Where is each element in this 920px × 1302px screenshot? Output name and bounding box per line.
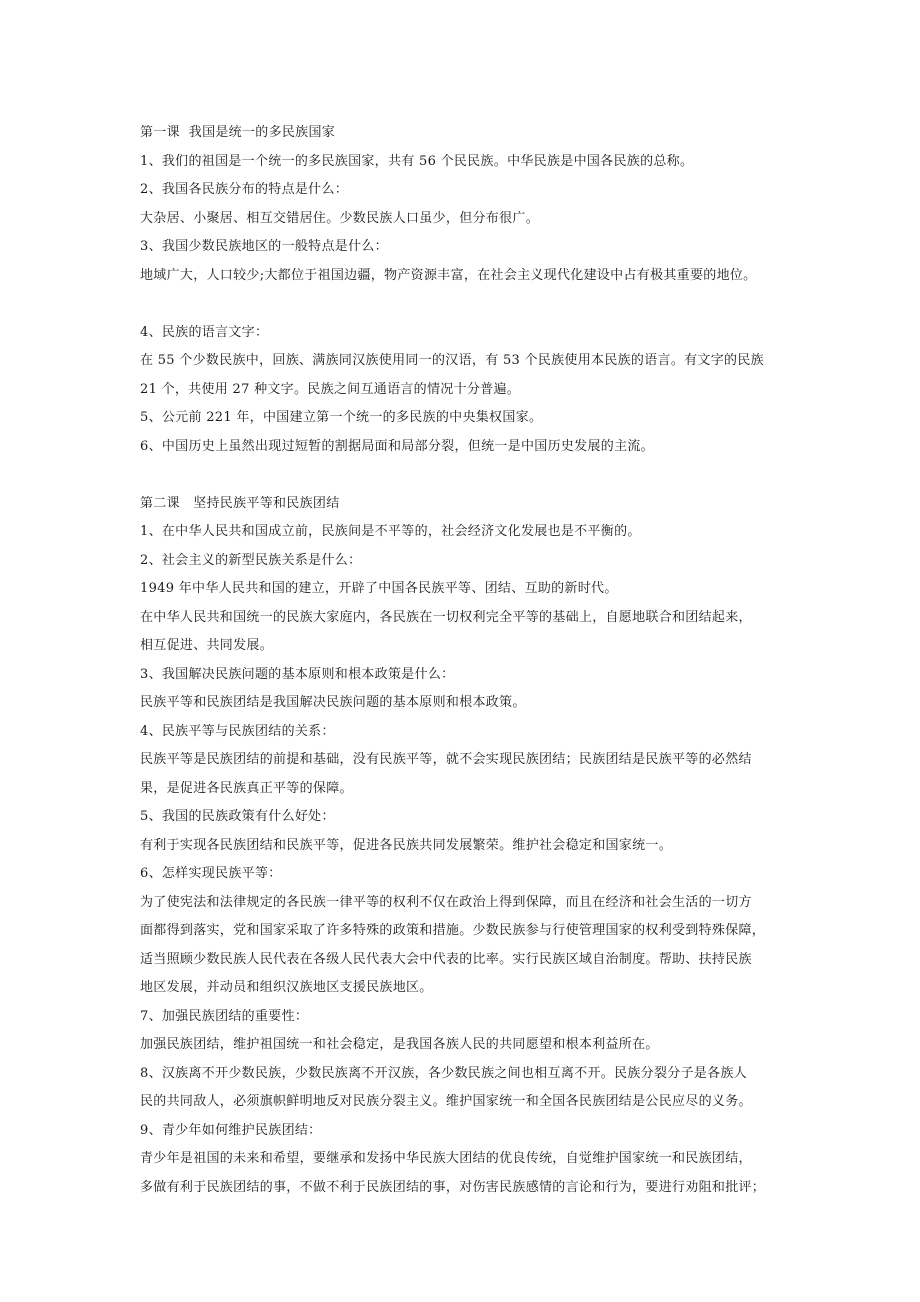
lesson2-line: 加强民族团结，维护祖国统一和社会稳定，是我国各族人民的共同愿望和根本利益所在。 [140, 1037, 659, 1052]
lesson1-line: 5、公元前 221 年，中国建立第一个统一的多民族的中央集权国家。 [140, 410, 543, 425]
lesson2-title: 第二课 坚持民族平等和民族团结 [140, 495, 340, 511]
lesson2-line: 面都得到落实，党和国家采取了许多特殊的政策和措施。少数民族参与行使管理国家的权利受到特殊保障， [140, 923, 766, 938]
lesson1-line: 2、我国各民族分布的特点是什么： [140, 182, 349, 197]
lesson1-line: 4、民族的语言文字： [140, 324, 269, 340]
lesson2-line: 9、青少年如何维护民族团结： [140, 1122, 322, 1138]
lesson2-line: 3、我国解决民族问题的基本原则和根本政策是什么： [140, 666, 455, 682]
lesson1-line: 大杂居、小聚居、相互交错居住。少数民族人口虽少，但分布很广。 [140, 210, 540, 226]
lesson2-line: 民族平等和民族团结是我国解决民族问题的基本原则和根本政策。 [140, 695, 526, 710]
lesson2-line: 5、我国的民族政策有什么好处： [140, 809, 335, 824]
lesson2-line: 4、民族平等与民族团结的关系： [140, 723, 335, 739]
lesson1-line: 在 55 个少数民族中，回族、满族同汉族使用同一的汉语，有 53 个民族使用本民族的语言。有文字的民族 [140, 353, 764, 368]
lesson1-line: 1、我们的祖国是一个统一的多民族国家，共有 56 个民民族。中华民族是中国各民族的总称。 [140, 153, 694, 169]
lesson2-line: 地区发展，并动员和组织汉族地区支援民族地区。 [140, 980, 433, 995]
lesson2-line: 1、在中华人民共和国成立前，民族间是不平等的，社会经济文化发展也是不平衡的。 [140, 524, 641, 539]
lesson1-title: 第一课 我国是统一的多民族国家 [140, 125, 336, 140]
lesson2-line: 1949 年中华人民共和国的建立，开辟了中国各民族平等、团结、互助的新时代。 [140, 581, 618, 596]
document-body [140, 119, 800, 1202]
lesson2-line: 有利于实现各民族团结和民族平等，促进各民族共同发展繁荣。维护社会稳定和国家统一。 [140, 837, 673, 853]
lesson2-line: 为了使宪法和法律规定的各民族一律平等的权利不仅在政治上得到保障，而且在经济和社会生活的一切方 [140, 894, 752, 910]
lesson2-line: 民族平等是民族团结的前提和基础，没有民族平等，就不会实现民族团结；民族团结是民族平等的必然结 [140, 752, 752, 767]
lesson2-line: 多做有利于民族团结的事，不做不利于民族团结的事，对伤害民族感情的言论和行为，要进行劝阻和批评； [140, 1179, 766, 1195]
lesson2-line: 2、社会主义的新型民族关系是什么： [140, 552, 362, 568]
lesson2-line: 8、汉族离不开少数民族，少数民族离不开汉族，各少数民族之间也相互离不开。民族分裂分子是各族人 [140, 1065, 748, 1081]
lesson2-line: 相互促进、共同发展。 [140, 638, 274, 653]
lesson2-line: 在中华人民共和国统一的民族大家庭内，各民族在一切权利完全平等的基础上，自愿地联合和团结起来， [140, 609, 752, 625]
paragraph-gap [140, 290, 800, 319]
lesson1-line: 地域广大，人口较少;大都位于祖国边疆，物产资源丰富，在社会主义现代化建设中占有极其重要的地位。 [140, 267, 757, 283]
lesson2-line: 果，是促进各民族真正平等的保障。 [140, 780, 353, 796]
lesson2-line: 适当照顾少数民族人民代表在各级人民代表大会中代表的比率。实行民族区域自治制度。帮助、扶持民族 [140, 951, 752, 967]
lesson2-line: 民的共同敌人，必须旗帜鲜明地反对民族分裂主义。维护国家统一和全国各民族团结是公民应尽的义务。 [140, 1094, 752, 1109]
lesson1-line: 3、我国少数民族地区的一般特点是什么： [140, 239, 388, 254]
lesson2-line: 7、加强民族团结的重要性： [140, 1008, 309, 1024]
lesson2-line: 6、怎样实现民族平等： [140, 866, 282, 881]
section-gap [140, 461, 800, 490]
lesson1-line: 6、中国历史上虽然出现过短暂的割据局面和局部分裂，但统一是中国历史发展的主流。 [140, 438, 654, 454]
lesson1-line: 21 个，共使用 27 种文字。民族之间互通语言的情况十分普遍。 [140, 381, 521, 397]
lesson2-line: 青少年是祖国的未来和希望，要继承和发扬中华民族大团结的优良传统，自觉维护国家统一和民族团结， [140, 1151, 752, 1166]
